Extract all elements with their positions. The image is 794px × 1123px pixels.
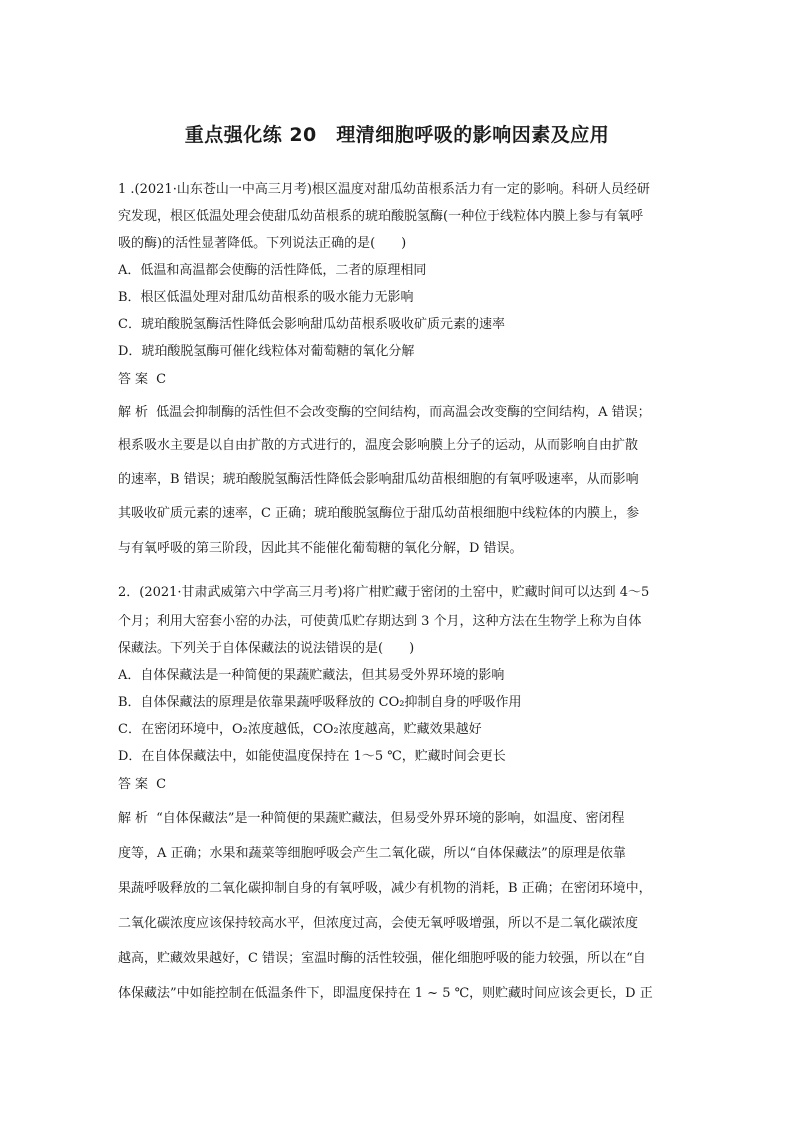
answer-label: 答案 (118, 372, 153, 387)
q1-analysis-line: 根系吸水主要是以自由扩散的方式进行的，温度会影响膜上分子的运动，从而影响自由扩散 (118, 438, 639, 453)
q2-stem-line: 2．(2021·甘肃武威第六中学高三月考)将广柑贮藏于密闭的土窑中，贮藏时间可以达到 4～5 (118, 585, 650, 600)
q2-stem-line: 保藏法。下列关于自体保藏法的说法错误的是( ) (118, 641, 415, 656)
q2-analysis-line: 越高，贮藏效果越好，C 错误；室温时酶的活性较强，催化细胞呼吸的能力较强，所以在“自 (118, 951, 646, 966)
q2-answer (118, 776, 688, 794)
q1-stem-line: 1 .(2021·山东苍山一中高三月考)根区温度对甜瓜幼苗根系活力有一定的影响。科研人员经研 (118, 182, 650, 197)
answer-label: 答案 (118, 777, 153, 792)
q2-analysis-line: 果蔬呼吸释放的二氧化碳抑制自身的有氧呼吸，减少有机物的消耗，B 正确；在密闭环境中， (118, 881, 652, 896)
q1-stem-line: 究发现，根区低温处理会使甜瓜幼苗根系的琥珀酸脱氢酶(一种位于线粒体内膜上参与有氧呼 (118, 209, 644, 224)
q1-analysis-line: 其吸收矿质元素的速率，C 正确；琥珀酸脱氢酶位于甜瓜幼苗根细胞中线粒体的内膜上，参 (118, 506, 640, 521)
q2-stem-line: 个月；利用大窑套小窑的办法，可使黄瓜贮存期达到 3 个月，这种方法在生物学上称为自体 (118, 614, 642, 629)
q1-analysis-line (118, 404, 688, 422)
analysis-label: 解析 (118, 405, 153, 420)
q2-option-d: D．在自体保藏法中，如能使温度保持在 1～5 ℃，贮藏时间会更长 (118, 749, 506, 764)
q1-analysis-line: 的速率，B 错误；琥珀酸脱氢酶活性降低会影响甜瓜幼苗根细胞的有氧呼吸速率，从而影响 (118, 472, 639, 487)
analysis-label: 解析 (118, 811, 153, 826)
analysis-text: 低温会抑制酶的活性但不会改变酶的空间结构，而高温会改变酶的空间结构，A 错误； (156, 405, 651, 420)
answer-value: C (156, 777, 167, 792)
answer-value: C (156, 372, 167, 387)
q2-analysis-line: 度等，A 正确；水果和蔬菜等细胞呼吸会产生二氧化碳，所以“自体保藏法”的原理是依靠 (118, 846, 626, 861)
q1-option-c: C．琥珀酸脱氢酶活性降低会影响甜瓜幼苗根系吸收矿质元素的速率 (118, 317, 505, 332)
q2-option-c: C．在密闭环境中，O₂浓度越低，CO₂浓度越高，贮藏效果越好 (118, 722, 482, 737)
q1-option-b: B．根区低温处理对甜瓜幼苗根系的吸水能力无影响 (118, 290, 414, 305)
q1-stem-line: 吸的酶)的活性显著降低。下列说法正确的是( ) (118, 236, 407, 251)
q2-analysis-line: 体保藏法”中如能控制在低温条件下，即温度保持在 1 ~ 5 ℃，则贮藏时间应该会更长，D 正 (118, 986, 653, 1001)
q1-option-d: D．琥珀酸脱氢酶可催化线粒体对葡萄糖的氧化分解 (118, 344, 415, 359)
q2-analysis-line (118, 810, 688, 828)
analysis-text: “自体保藏法”是一种简便的果蔬贮藏法，但易受外界环境的影响，如温度、密闭程 (156, 811, 625, 826)
q2-analysis-line: 二氧化碳浓度应该保持较高水平，但浓度过高，会使无氧呼吸增强，所以不是二氧化碳浓度 (118, 916, 639, 931)
q1-answer (118, 371, 688, 389)
q1-option-a: A．低温和高温都会使酶的活性降低，二者的原理相同 (118, 263, 427, 278)
page-title: 重点强化练 20 理清细胞呼吸的影响因素及应用 (184, 124, 610, 146)
q2-option-a: A．自体保藏法是一种简便的果蔬贮藏法，但其易受外界环境的影响 (118, 668, 505, 683)
q2-option-b: B．自体保藏法的原理是依靠果蔬呼吸释放的 CO₂抑制自身的呼吸作用 (118, 695, 522, 710)
q1-analysis-line: 与有氧呼吸的第三阶段，因此其不能催化葡萄糖的氧化分解，D 错误。 (118, 541, 523, 556)
